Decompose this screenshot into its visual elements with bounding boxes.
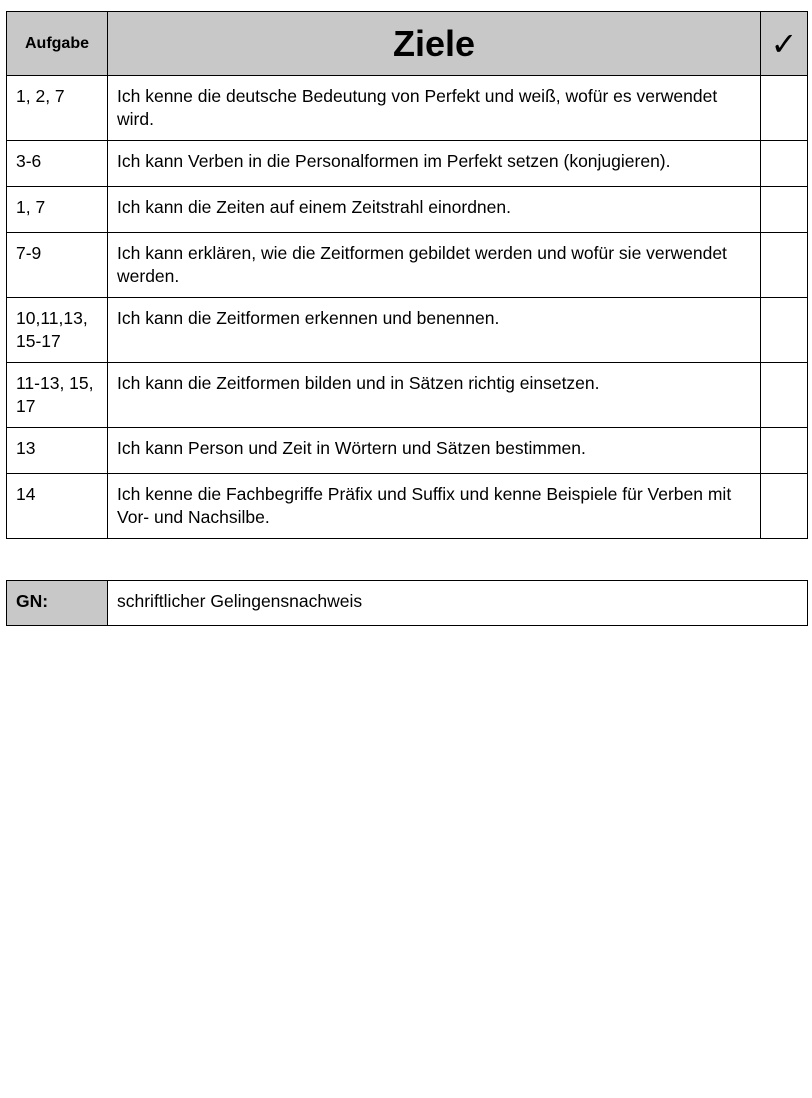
table-header-row [7, 12, 808, 76]
table-row [7, 298, 808, 363]
task-cell: 13 [7, 428, 108, 474]
check-cell[interactable] [761, 141, 808, 187]
goal-cell: Ich kann die Zeitformen erkennen und benennen. [108, 298, 761, 363]
table-row [7, 141, 808, 187]
check-cell[interactable] [761, 428, 808, 474]
task-cell: 14 [7, 474, 108, 539]
check-cell[interactable] [761, 363, 808, 428]
check-cell[interactable] [761, 298, 808, 363]
task-cell: 7-9 [7, 233, 108, 298]
table-row [7, 428, 808, 474]
table-row [7, 187, 808, 233]
task-cell: 1, 2, 7 [7, 76, 108, 141]
goal-cell: Ich kann die Zeiten auf einem Zeitstrahl einordnen. [108, 187, 761, 233]
task-cell: 10,11,13, 15-17 [7, 298, 108, 363]
task-cell: 11-13, 15, 17 [7, 363, 108, 428]
goal-cell: Ich kenne die Fachbegriffe Präfix und Suffix und kenne Beispiele für Verben mit Vor- und Nachsilbe. [108, 474, 761, 539]
gn-row [7, 581, 808, 626]
header-goals: Ziele [108, 12, 761, 76]
task-cell: 3-6 [7, 141, 108, 187]
goal-cell: Ich kann die Zeitformen bilden und in Sätzen richtig einsetzen. [108, 363, 761, 428]
table-row [7, 233, 808, 298]
goals-table [6, 11, 808, 539]
gn-table [6, 580, 808, 626]
table-row [7, 76, 808, 141]
table-row [7, 363, 808, 428]
check-cell[interactable] [761, 233, 808, 298]
check-cell[interactable] [761, 76, 808, 141]
goal-cell: Ich kann erklären, wie die Zeitformen gebildet werden und wofür sie verwendet werden. [108, 233, 761, 298]
task-cell: 1, 7 [7, 187, 108, 233]
gn-value: schriftlicher Gelingensnachweis [108, 581, 808, 626]
table-row [7, 474, 808, 539]
header-task: Aufgabe [7, 12, 108, 76]
goal-cell: Ich kann Verben in die Personalformen im Perfekt setzen (konjugieren). [108, 141, 761, 187]
check-cell[interactable] [761, 187, 808, 233]
check-cell[interactable] [761, 474, 808, 539]
gn-label: GN: [7, 581, 108, 626]
goal-cell: Ich kenne die deutsche Bedeutung von Perfekt und weiß, wofür es verwendet wird. [108, 76, 761, 141]
goal-cell: Ich kann Person und Zeit in Wörtern und Sätzen bestimmen. [108, 428, 761, 474]
header-check: ✓ [761, 12, 808, 76]
